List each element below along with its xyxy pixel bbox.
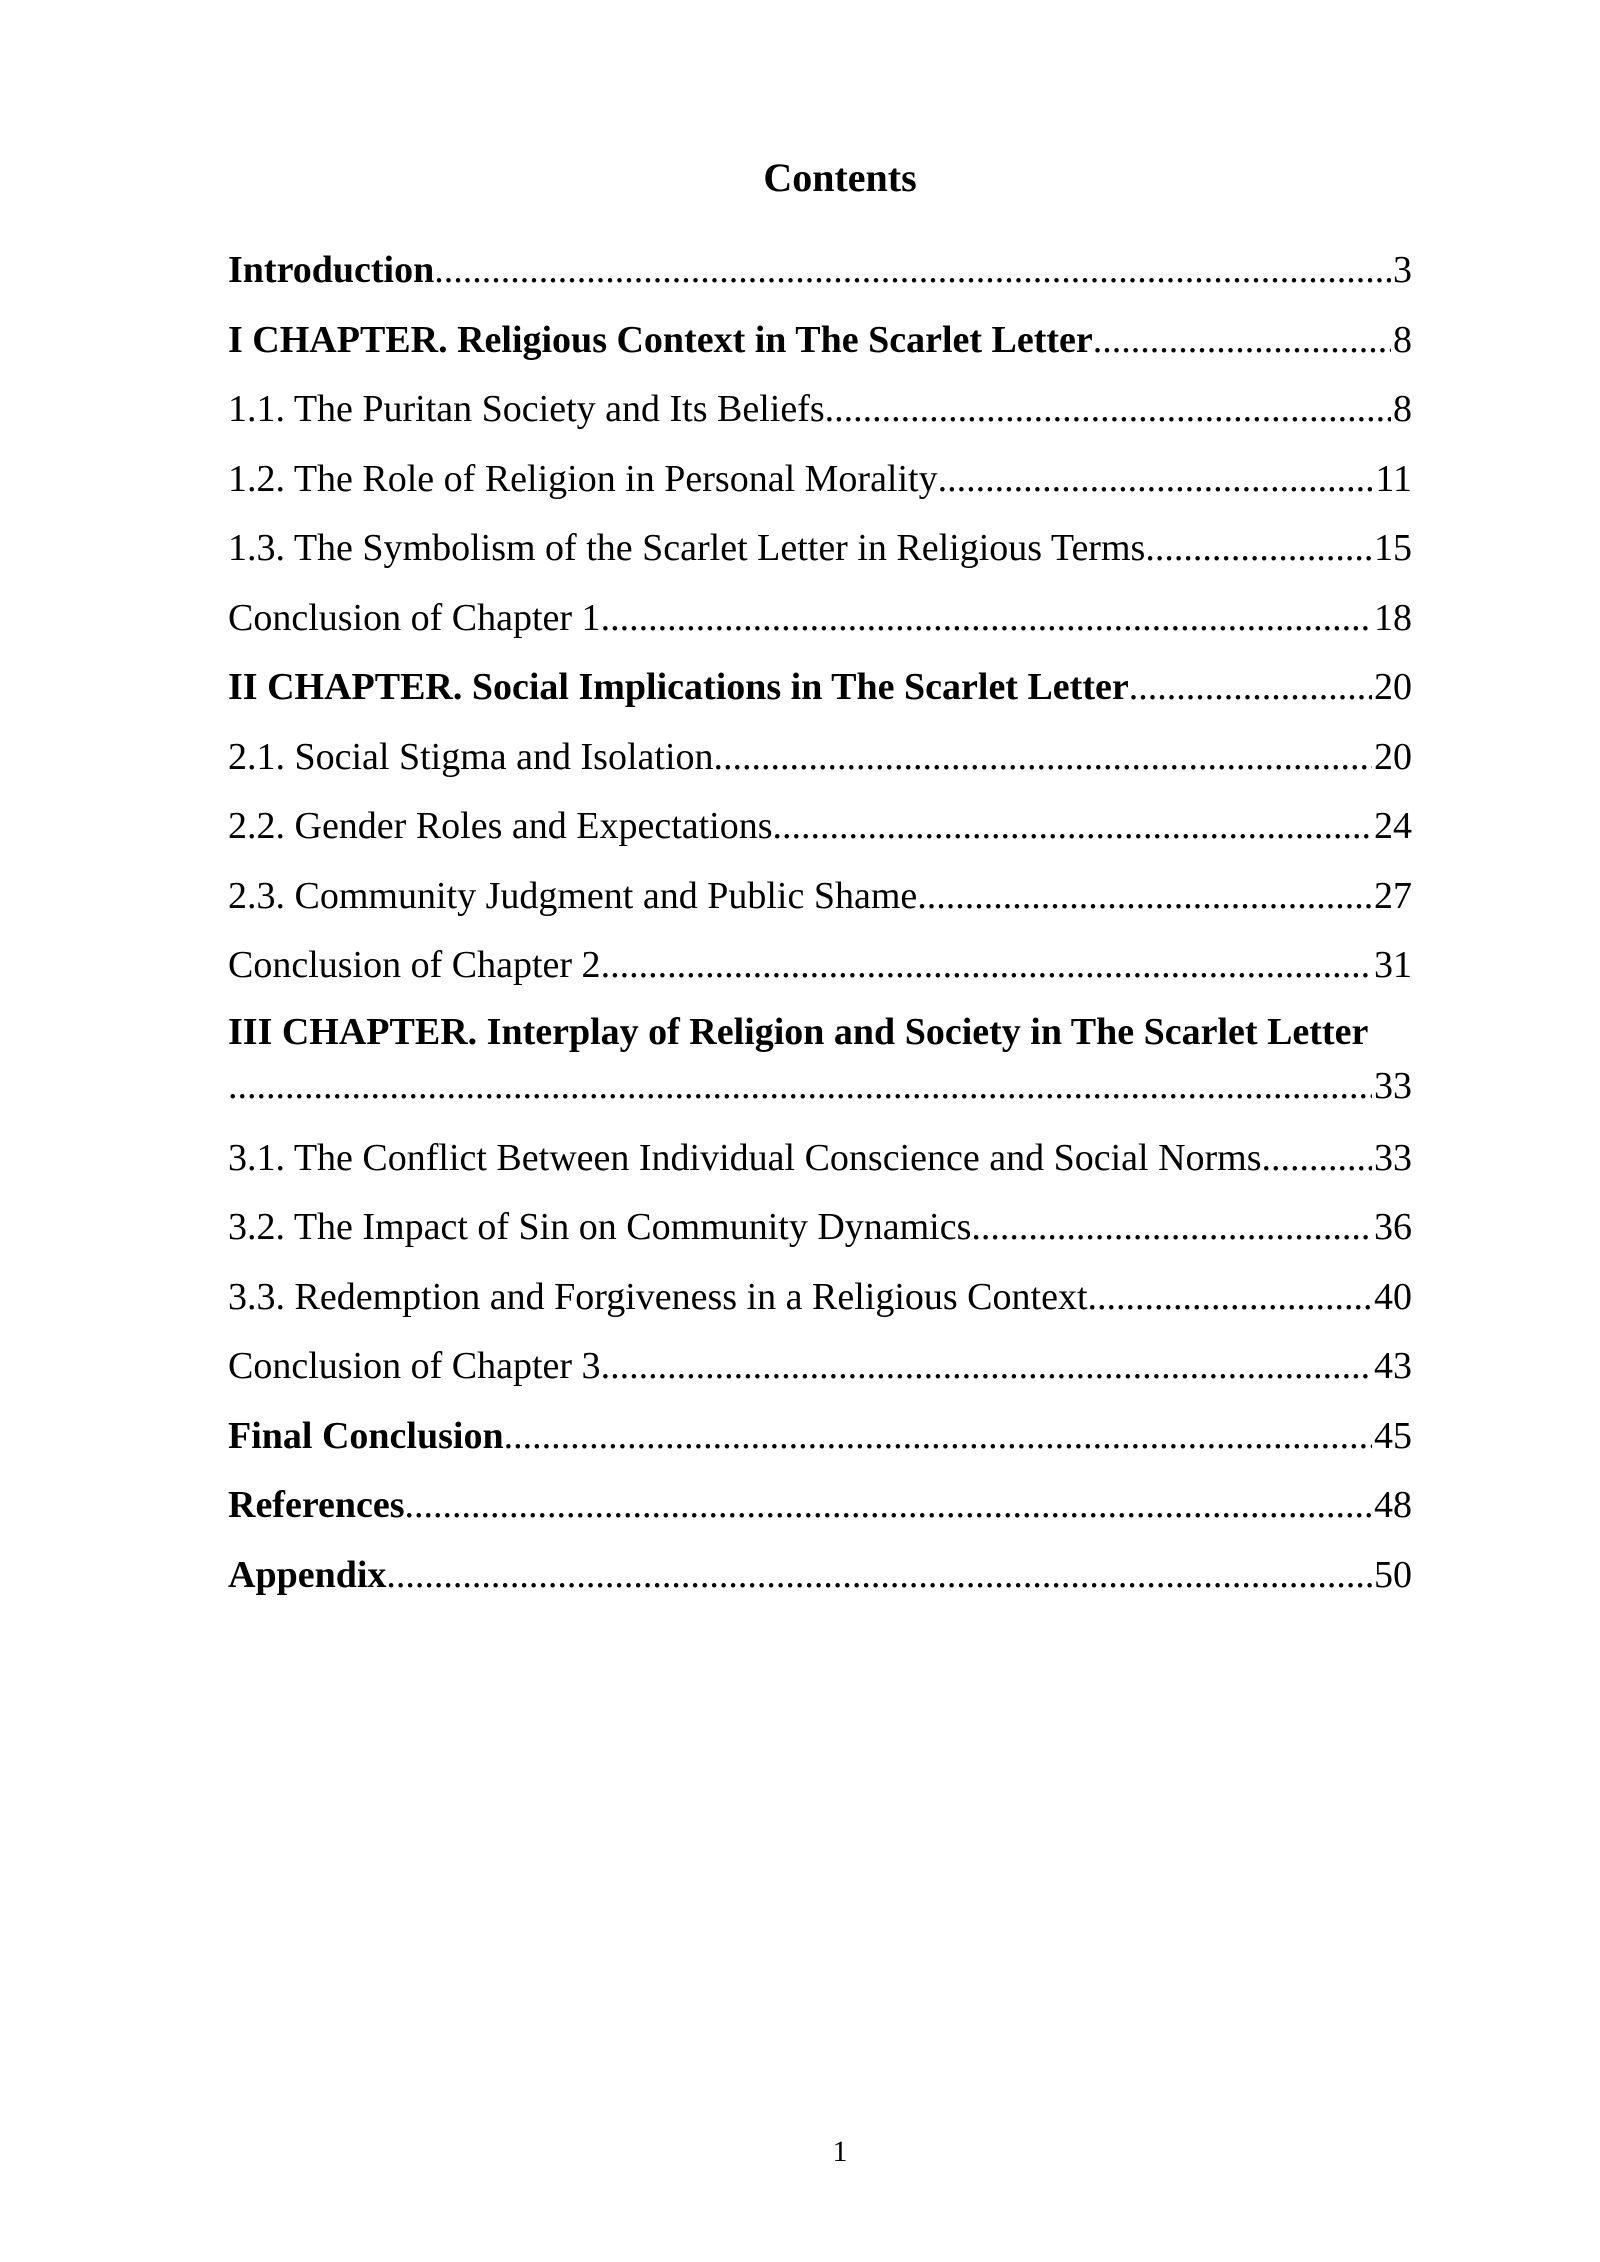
page-title-text: Contents <box>763 155 917 200</box>
toc-entry-label: 2.1. Social Stigma and Isolation <box>228 735 714 778</box>
toc-entry[interactable] <box>228 935 1412 1005</box>
toc-leader-dots <box>1088 1267 1372 1327</box>
toc-entry-label: I CHAPTER. Religious Context in The Scarlet Letter <box>228 318 1093 361</box>
toc-entry-page: 27 <box>1374 874 1412 917</box>
toc-leader-dots <box>1093 310 1391 370</box>
toc-entry-label: Appendix <box>228 1553 387 1596</box>
toc-entry-page: 3 <box>1393 249 1412 291</box>
toc-entry-page: 8 <box>1393 318 1412 361</box>
page-number: 1 <box>832 2135 848 2168</box>
toc-entry-continuation <box>228 1059 1412 1113</box>
toc-entry-label: Conclusion of Chapter 1 <box>228 596 601 639</box>
toc-entry-page: 20 <box>1374 666 1412 708</box>
toc-leader-dots <box>917 866 1372 926</box>
toc-entry-page: 31 <box>1374 944 1412 986</box>
toc-leader-dots <box>938 449 1374 509</box>
toc-entry[interactable] <box>228 518 1412 588</box>
toc-entry-page: 20 <box>1374 735 1412 778</box>
toc-leader-dots <box>386 1545 1372 1605</box>
toc-entry-label: Final Conclusion <box>228 1414 504 1457</box>
toc-entry-page: 24 <box>1374 805 1412 847</box>
toc-entry[interactable] <box>228 1475 1412 1545</box>
toc-entry-label: Conclusion of Chapter 2 <box>228 944 601 986</box>
toc-entry-label: 3.1. The Conflict Between Individual Conscience and Social Norms <box>228 1136 1262 1179</box>
toc-entry-label: 1.1. The Puritan Society and Its Beliefs <box>228 388 825 430</box>
toc-entry-label: II CHAPTER. Social Implications in The Scarlet Letter <box>228 666 1129 708</box>
toc-leader-dots <box>1129 657 1372 717</box>
toc-entry[interactable] <box>228 1336 1412 1406</box>
toc-entry[interactable] <box>228 796 1412 866</box>
toc-entry-page: 11 <box>1375 457 1412 500</box>
toc-entry-page: 15 <box>1374 527 1412 569</box>
toc-entry[interactable] <box>228 240 1412 310</box>
toc-leader-dots <box>971 1197 1372 1257</box>
toc-entry[interactable] <box>228 1267 1412 1337</box>
toc-entry-page: 36 <box>1374 1206 1412 1248</box>
toc-entry[interactable] <box>228 449 1412 519</box>
toc-entry-page: 50 <box>1374 1553 1412 1596</box>
toc-entry-label: 1.3. The Symbolism of the Scarlet Letter in Religious Terms <box>228 527 1146 569</box>
toc-leader-dots <box>601 935 1372 995</box>
toc-entry-label: Introduction <box>228 249 435 291</box>
toc-leader-dots <box>1262 1128 1372 1188</box>
toc-entry-page: 33 <box>1374 1136 1412 1179</box>
toc-entry[interactable] <box>228 1545 1412 1615</box>
toc-entry-label: III CHAPTER. Interplay of Religion and Society in The Scarlet Letter <box>228 1010 1369 1053</box>
toc-leader-dots <box>228 1059 1372 1113</box>
toc-entry[interactable] <box>228 657 1412 727</box>
toc-leader-dots <box>825 379 1391 439</box>
toc-leader-dots <box>405 1475 1372 1535</box>
toc-entry[interactable] <box>228 1197 1412 1267</box>
toc-entry-page: 45 <box>1374 1414 1412 1457</box>
toc-entry[interactable] <box>228 1406 1412 1476</box>
toc-entry-page: 33 <box>1374 1064 1412 1107</box>
toc-leader-dots <box>601 588 1372 648</box>
toc-entry-label: 3.2. The Impact of Sin on Community Dynamics <box>228 1206 972 1248</box>
toc-entry-page: 18 <box>1374 596 1412 639</box>
toc-leader-dots <box>601 1336 1372 1396</box>
toc-entry-label: References <box>228 1484 405 1526</box>
toc-entry-page: 8 <box>1393 388 1412 430</box>
toc-entry[interactable] <box>228 310 1412 380</box>
toc-entry-label: 3.3. Redemption and Forgiveness in a Religious Context <box>228 1275 1088 1318</box>
page-title <box>0 148 1600 208</box>
toc-entry[interactable] <box>228 1128 1412 1198</box>
toc-leader-dots <box>773 796 1372 856</box>
toc-entry-label: 2.2. Gender Roles and Expectations <box>228 805 773 847</box>
toc-entry-page: 43 <box>1374 1345 1412 1387</box>
toc-entry[interactable] <box>228 727 1412 797</box>
toc-entry-label: 1.2. The Role of Religion in Personal Morality <box>228 457 938 500</box>
toc-entry-page: 48 <box>1374 1484 1412 1526</box>
toc-entry-page: 40 <box>1374 1275 1412 1318</box>
toc-entry[interactable] <box>228 1005 1412 1128</box>
toc-entry-label: Conclusion of Chapter 3 <box>228 1345 601 1387</box>
toc-leader-dots <box>1145 518 1372 578</box>
toc-leader-dots <box>504 1406 1372 1466</box>
toc-entry[interactable] <box>228 379 1412 449</box>
table-of-contents <box>228 240 1412 1614</box>
toc-entry[interactable] <box>228 588 1412 658</box>
toc-entry-label: 2.3. Community Judgment and Public Shame <box>228 874 918 917</box>
toc-leader-dots <box>434 240 1391 300</box>
toc-entry[interactable] <box>228 866 1412 936</box>
toc-leader-dots <box>714 727 1372 787</box>
